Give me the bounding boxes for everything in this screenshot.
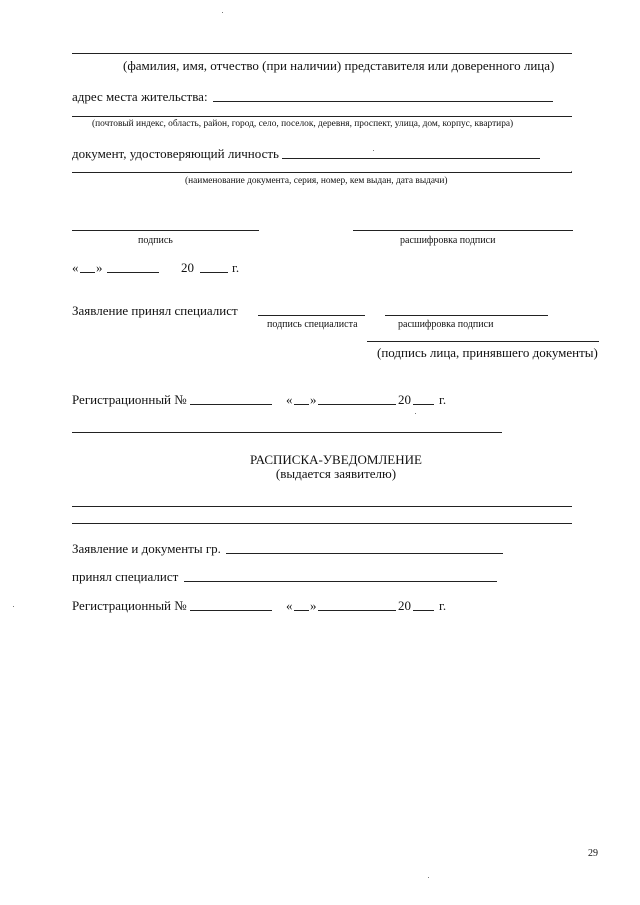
address-label: адрес места жительства:: [72, 89, 208, 104]
section-divider: [72, 432, 502, 433]
date-year-field[interactable]: [200, 272, 228, 273]
receipt-subtitle: (выдается заявителю): [275, 466, 397, 481]
address-field-line-2[interactable]: [72, 116, 572, 117]
registration-date-open-quote: «: [286, 392, 293, 407]
date-month-field[interactable]: [107, 272, 159, 273]
registration-day-field[interactable]: [294, 404, 309, 405]
representative-name-field[interactable]: [72, 53, 572, 54]
receipt-year-field[interactable]: [413, 610, 434, 611]
page-number: 29: [588, 848, 598, 859]
scan-speck: [13, 606, 14, 607]
scan-speck: [373, 150, 374, 151]
specialist-decoding-field[interactable]: [385, 315, 548, 316]
date-close-quote: »: [96, 260, 103, 275]
representative-caption: (фамилия, имя, отчество (при наличии) представителя или доверенного лица): [123, 58, 555, 73]
scan-speck: [428, 877, 429, 878]
receipt-line-2[interactable]: [72, 523, 572, 524]
signature-field[interactable]: [72, 230, 259, 231]
scan-speck: [222, 12, 223, 13]
scan-speck: [571, 171, 572, 172]
receipt-date-open-quote: «: [286, 598, 293, 613]
receipt-year-prefix: 20: [398, 598, 411, 613]
receipt-day-field[interactable]: [294, 610, 309, 611]
identity-document-caption: (наименование документа, серия, номер, кем выдан, дата выдачи): [185, 176, 448, 186]
specialist-signature-caption: подпись специалиста: [267, 319, 358, 330]
signature-caption: подпись: [138, 235, 173, 246]
identity-document-label: документ, удостоверяющий личность: [72, 146, 279, 161]
signature-decoding-field[interactable]: [353, 230, 573, 231]
accepted-by-label: Заявление принял специалист: [72, 303, 238, 318]
address-caption: (почтовый индекс, область, район, город, село, поселок, деревня, проспект, улица, дом, корпус, квартира): [92, 119, 514, 129]
receipt-date-close-quote: »: [310, 598, 317, 613]
receiver-signature-field[interactable]: [367, 341, 599, 342]
registration-month-field[interactable]: [318, 404, 396, 405]
receipt-registration-label: Регистрационный №: [72, 598, 187, 613]
receipt-specialist-field[interactable]: [184, 581, 497, 582]
registration-year-field[interactable]: [413, 404, 434, 405]
registration-year-suffix: г.: [439, 392, 447, 407]
identity-document-field[interactable]: [282, 158, 540, 159]
date-day-field[interactable]: [80, 272, 95, 273]
registration-label: Регистрационный №: [72, 392, 187, 407]
receipt-title: РАСПИСКА-УВЕДОМЛЕНИЕ: [250, 452, 422, 467]
address-field[interactable]: [213, 101, 553, 102]
registration-date-close-quote: »: [310, 392, 317, 407]
receipt-docs-label: Заявление и документы гр.: [72, 541, 221, 556]
specialist-decoding-caption: расшифровка подписи: [398, 319, 494, 330]
receipt-month-field[interactable]: [318, 610, 396, 611]
receipt-specialist-label: принял специалист: [72, 569, 179, 584]
date-open-quote: «: [72, 260, 79, 275]
receipt-registration-number-field[interactable]: [190, 610, 272, 611]
date-year-prefix: 20: [181, 260, 194, 275]
specialist-signature-field[interactable]: [258, 315, 365, 316]
receipt-year-suffix: г.: [439, 598, 447, 613]
registration-year-prefix: 20: [398, 392, 411, 407]
scan-speck: [415, 413, 416, 414]
receiver-caption: (подпись лица, принявшего документы): [377, 345, 598, 360]
receipt-line-1[interactable]: [72, 506, 572, 507]
signature-decoding-caption: расшифровка подписи: [400, 235, 496, 246]
receipt-applicant-field[interactable]: [226, 553, 503, 554]
registration-number-field[interactable]: [190, 404, 272, 405]
identity-document-field-line-2[interactable]: [72, 172, 572, 173]
date-year-suffix: г.: [232, 260, 240, 275]
